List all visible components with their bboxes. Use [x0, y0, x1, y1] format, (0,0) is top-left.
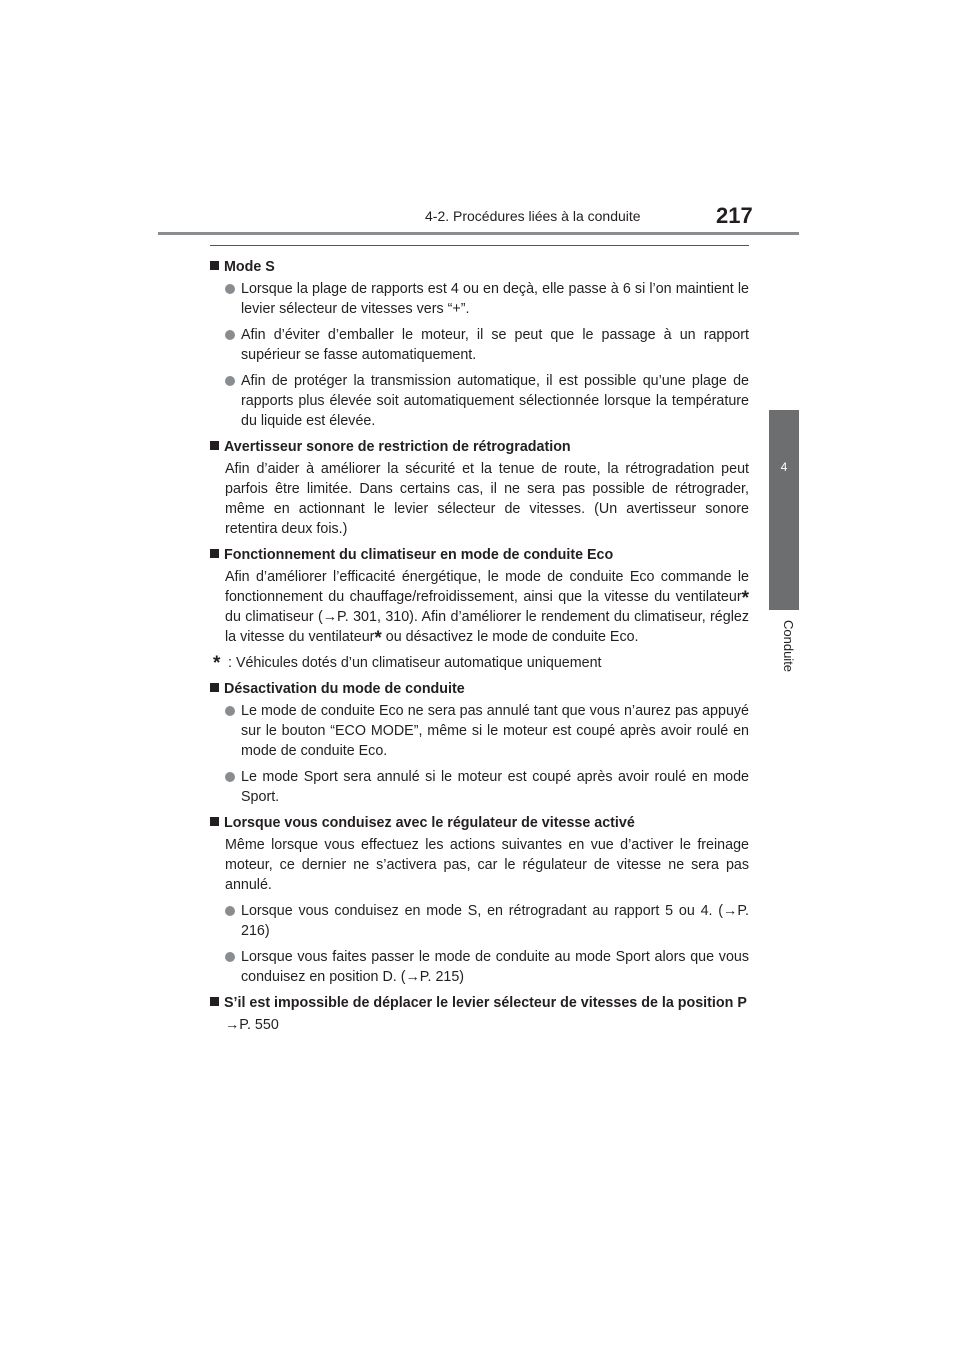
circle-bullet-icon: [225, 772, 235, 782]
bullet-item: Afin de protéger la transmission automatique, il est possible qu’une plage de rapports plus élevée soit automatiquement sélectionnée lorsque la température du liquide est élevée.: [210, 371, 749, 431]
circle-bullet-icon: [225, 330, 235, 340]
section-heading: Mode S: [210, 257, 749, 277]
chapter-tab: [769, 410, 799, 610]
square-bullet-icon: [210, 261, 219, 270]
square-bullet-icon: [210, 683, 219, 692]
section-desactivation: [210, 679, 749, 807]
circle-bullet-icon: [225, 376, 235, 386]
section-heading: Avertisseur sonore de restriction de rétrogradation: [210, 437, 749, 457]
content-top-rule: [210, 245, 749, 246]
footnote-star: *: [213, 653, 221, 674]
header-section-title: 4-2. Procédures liées à la conduite: [425, 208, 641, 224]
chapter-tab-label: Conduite: [781, 620, 796, 673]
bullet-item: Le mode de conduite Eco ne sera pas annulé tant que vous n’aurez pas appuyé sur le bouton “ECO MODE”, même si le moteur est coupé après avoir roulé en mode de conduite Eco.: [210, 701, 749, 761]
footnote-star: *: [741, 588, 749, 609]
circle-bullet-icon: [225, 906, 235, 916]
section-climatiseur: [210, 545, 749, 673]
section-avertisseur: [210, 437, 749, 539]
square-bullet-icon: [210, 549, 219, 558]
section-position-p: [210, 993, 749, 1035]
section-heading: S’il est impossible de déplacer le levier sélecteur de vitesses de la position P: [210, 993, 749, 1013]
bullet-item: Lorsque vous faites passer le mode de conduite au mode Sport alors que vous conduisez en position D. (→P. 215): [210, 947, 749, 987]
circle-bullet-icon: [225, 284, 235, 294]
page-reference: →P. 550: [225, 1017, 279, 1033]
page-content: [210, 257, 749, 1041]
section-heading: Fonctionnement du climatiseur en mode de conduite Eco: [210, 545, 749, 565]
paragraph: Même lorsque vous effectuez les actions suivantes en vue d’activer le freinage moteur, ce dernier ne s’activera pas, car le régulateur de vitesse ne sera pas annulé.: [225, 837, 749, 893]
square-bullet-icon: [210, 441, 219, 450]
circle-bullet-icon: [225, 952, 235, 962]
bullet-item: Lorsque vous conduisez en mode S, en rétrogradant au rapport 5 ou 4. (→P. 216): [210, 901, 749, 941]
header-rule: [158, 232, 799, 235]
section-heading: Désactivation du mode de conduite: [210, 679, 749, 699]
paragraph: Afin d’aider à améliorer la sécurité et la tenue de route, la rétrogradation peut parfois être limitée. Dans certains cas, il ne sera pas possible de rétrograder, même en actionnant le levier sélecteur de vitesses. (Un avertisseur sonore retentira deux fois.): [225, 461, 749, 537]
square-bullet-icon: [210, 817, 219, 826]
section-heading: Lorsque vous conduisez avec le régulateur de vitesse activé: [210, 813, 749, 833]
section-mode-s: [210, 257, 749, 431]
footnote-star: *: [374, 628, 382, 649]
footnote: * : Véhicules dotés d’un climatiseur automatique uniquement: [213, 653, 602, 674]
section-regulateur: [210, 813, 749, 987]
bullet-item: Lorsque la plage de rapports est 4 ou en deçà, elle passe à 6 si l’on maintient le levier sélecteur de vitesses vers “+”.: [210, 279, 749, 319]
square-bullet-icon: [210, 997, 219, 1006]
paragraph: Afin d’améliorer l’efficacité énergétique, le mode de conduite Eco commande le fonctionnement du chauffage/refroidissement, ainsi que la vitesse du ventilateur* du climatiseur (→P. 301, 310). Afin d’améliorer le rendement du climatiseur, réglez la vitesse du ventilateur* ou désactivez le mode de conduite Eco.: [225, 569, 749, 649]
page-number: 217: [716, 203, 753, 228]
bullet-item: Afin d’éviter d’emballer le moteur, il se peut que le passage à un rapport supérieur se fasse automatiquement.: [210, 325, 749, 365]
bullet-item: Le mode Sport sera annulé si le moteur est coupé après avoir roulé en mode Sport.: [210, 767, 749, 807]
circle-bullet-icon: [225, 706, 235, 716]
chapter-tab-number: 4: [780, 460, 788, 474]
